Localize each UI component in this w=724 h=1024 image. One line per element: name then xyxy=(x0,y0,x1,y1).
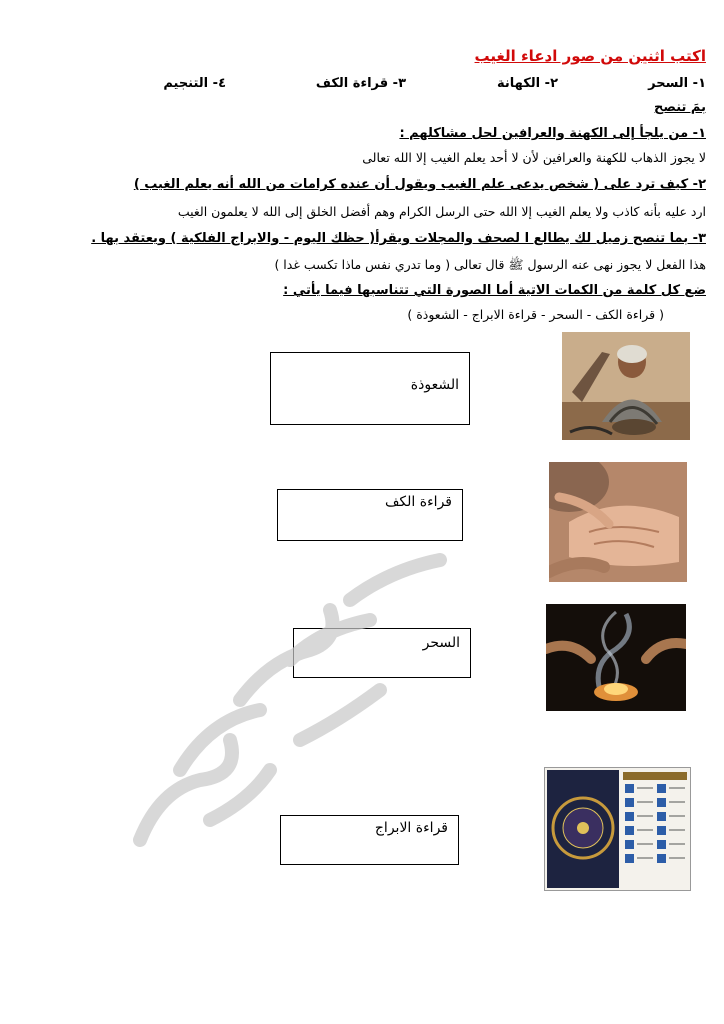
handwritten-watermark-signature xyxy=(120,540,460,860)
forms-list xyxy=(28,76,706,94)
magic-smoke-photo xyxy=(546,604,686,711)
form-item-divination: ٢- الكهانة xyxy=(497,76,558,91)
match-instruction: ضع كل كلمة من الكمات الاتية أما الصورة التي تتناسبها فيما يأتي : xyxy=(283,283,706,298)
answer-2: ارد عليه بأنه كاذب ولا يعلم الغيب إلا الله حتى الرسل الكرام وهم أفضل الخلق إلى الله لا يعلمون الغيب xyxy=(177,204,706,219)
form-item-magic: ١- السحر xyxy=(648,76,706,91)
snake-charmer-photo-art xyxy=(562,332,690,440)
answer-box-3-text: السحر xyxy=(422,635,460,651)
form-item-astrology: ٤- التنجيم xyxy=(163,76,226,91)
answer-box-2-text: قراءة الكف xyxy=(384,494,452,510)
palm-reading-photo xyxy=(549,462,687,582)
answer-1: لا يجوز الذهاب للكهنة والعرافين لأن لا أحد يعلم الغيب إلا الله تعالى xyxy=(362,150,706,165)
worksheet-title: اكتب اثنين من صور ادعاء الغيب xyxy=(474,47,706,65)
question-3: ٣- بما تنصح زميل لك يطالع ا لصحف والمجلات ويقرأ( حظك اليوم - والابراج الفلكية ) ويعتقد بها . xyxy=(91,231,706,246)
question-1: ١- من يلجأ إلى الكهنة والعرافين لحل مشاكلهم : xyxy=(399,126,706,141)
word-bank: ( قراءة الكف - السحر - قراءة الابراج - الشعوذة ) xyxy=(407,307,664,322)
answer-box-1[interactable] xyxy=(270,352,470,425)
answer-3: هذا الفعل لا يجوز نهى عنه الرسول ﷺ قال تعالى ( وما تدري نفس ماذا تكسب غدا ) xyxy=(274,257,706,272)
snake-charmer-photo xyxy=(562,332,690,440)
answer-box-1-text: الشعوذة xyxy=(410,377,459,393)
form-item-palmistry: ٣- قراءة الكف xyxy=(315,76,406,91)
horoscope-chart-photo xyxy=(544,767,691,891)
horoscope-chart-photo-art xyxy=(545,768,690,890)
answer-box-4[interactable] xyxy=(280,815,459,865)
answer-box-2[interactable] xyxy=(277,489,463,541)
question-2: ٢- كيف ترد على ( شخص يدعى علم الغيب ويقول أن عنده كرامات من الله أنه يعلم الغيب ) xyxy=(133,177,706,192)
answer-box-3[interactable] xyxy=(293,628,471,678)
advise-heading: بمَ تنصح xyxy=(654,100,706,115)
palm-reading-photo-art xyxy=(549,462,687,582)
magic-smoke-photo-art xyxy=(546,604,686,711)
answer-box-4-text: قراءة الابراج xyxy=(374,820,448,836)
